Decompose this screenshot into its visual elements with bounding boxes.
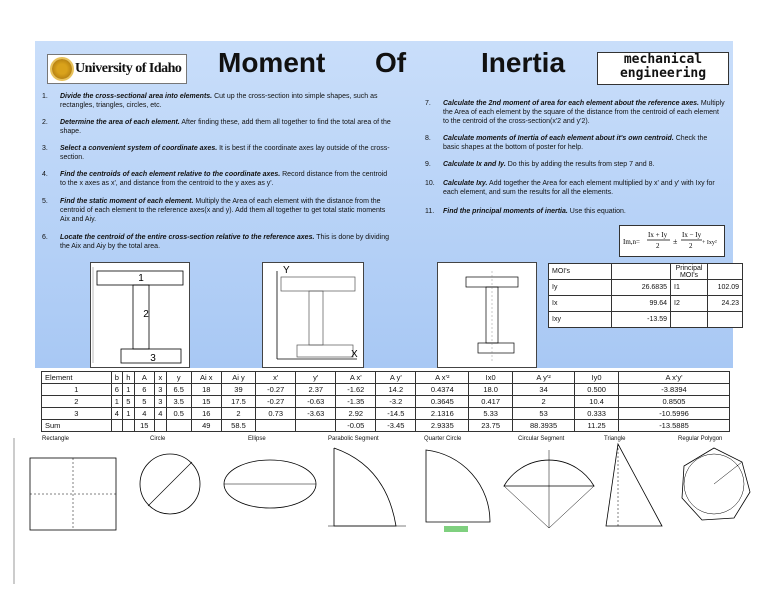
moi-key: Ixy [549,312,612,328]
step-item [42,233,392,251]
step-text: This is done by dividing the Aix and Aiy by the total area. [60,234,390,250]
table-cell: 3 [155,396,166,408]
principal-header: Principal MOI's [671,264,708,280]
column-header: x [155,372,166,384]
step-lead: Find the principal moments of inertia. [443,208,568,215]
table-cell: 6 [111,384,122,396]
moi-value: 26.6835 [612,280,671,296]
table-cell: 6.5 [166,384,191,396]
step-item [42,92,392,110]
table-cell: 0.73 [256,408,296,420]
table-cell: 4 [155,408,166,420]
table-cell: -10.5996 [619,408,730,420]
table-cell: -0.27 [256,384,296,396]
formula-a: Ix + Iy [648,231,668,239]
step-text: It is best if the coordinate axes lay outside of the cross-section. [60,145,390,161]
table-cell: 58.5 [221,420,256,432]
step-text: Cut up the cross-section into simple shapes, such as rectangles, triangles, circles, etc. [60,93,378,109]
table-cell: 1 [42,384,112,396]
table-cell: -0.27 [256,396,296,408]
table-cell: 2.92 [336,408,376,420]
table-cell [166,420,191,432]
table-cell: 88.3935 [513,420,575,432]
step-text: Use this equation. [567,208,626,215]
formula-d: 2 [689,242,693,250]
svg-text:±: ± [673,237,678,246]
principal-moment-formula [619,225,725,257]
table-cell: 0.417 [469,396,513,408]
composite-diagram-2 [262,262,364,368]
principal-key: I2 [671,296,708,312]
column-header: b [111,372,122,384]
step-lead: Locate the centroid of the entire cross-section relative to the reference axes. [60,234,315,241]
shape-label: Quarter Circle [424,436,462,442]
principal-key [671,312,708,328]
table-cell: 34 [513,384,575,396]
diagram-label-3: 3 [150,353,156,364]
step-item [425,179,725,197]
table-cell: -3.2 [376,396,416,408]
table-cell: 10.4 [575,396,619,408]
table-cell: -3.8394 [619,384,730,396]
step-item [42,118,392,136]
shape-label: Parabolic Segment [328,436,379,442]
table-cell: 18 [191,384,221,396]
table-cell: 3 [155,384,166,396]
table-cell: 17.5 [221,396,256,408]
table-cell: -1.35 [336,396,376,408]
table-cell: 1 [123,408,134,420]
table-cell: 11.25 [575,420,619,432]
table-cell [256,420,296,432]
table-cell: -14.5 [376,408,416,420]
principal-value: 102.09 [708,280,743,296]
shape-circle [126,436,212,584]
table-cell [123,420,134,432]
column-header: x' [256,372,296,384]
step-number: 3. [42,145,48,152]
table-cell: -3.45 [376,420,416,432]
step-item [42,170,392,188]
mechanical-engineering-logo [597,52,729,85]
table-cell: 2 [513,396,575,408]
table-cell: 18.0 [469,384,513,396]
column-header: A x' [336,372,376,384]
step-number: 1. [42,93,48,100]
table-cell [111,420,122,432]
step-lead: Select a convenient system of coordinate axes. [60,145,218,152]
column-header: A x'y' [619,372,730,384]
step-item [42,197,392,224]
composite-diagram-1 [90,262,190,368]
formula-lhs: Im,n= [623,238,640,246]
table-cell: 4 [134,408,155,420]
table-cell: 2 [221,408,256,420]
column-header: y' [296,372,336,384]
shape-parabolic-segment [326,436,410,584]
table-cell: 0.3645 [416,396,469,408]
column-header: Element [42,372,112,384]
shape-label: Triangle [604,436,626,442]
column-header: Ai x [191,372,221,384]
step-number: 10. [425,180,435,187]
table-cell: 0.8505 [619,396,730,408]
step-text: Check the basic shapes at the bottom of poster for help. [443,135,708,151]
step-text: Do this by adding the results from step 7 and 8. [505,161,655,168]
shape-rectangle [10,436,122,584]
column-header: h [123,372,134,384]
table-cell [296,420,336,432]
table-cell: -3.63 [296,408,336,420]
table-cell: 2.37 [296,384,336,396]
step-lead: Calculate Ixy. [443,180,488,187]
axis-label-y: Y [283,265,290,276]
table-cell: 1 [123,384,134,396]
column-header: A y'² [513,372,575,384]
step-text: After finding these, add them all together to find the total area of the shape. [60,119,391,135]
step-number: 2. [42,119,48,126]
table-cell: 2.1316 [416,408,469,420]
diagram-label-1: 1 [138,273,144,284]
shape-ellipse [218,436,322,584]
axis-label-x: X [351,349,358,360]
principal-value: 24.23 [708,296,743,312]
step-item [425,134,725,152]
column-header: y [166,372,191,384]
shape-label: Regular Polygon [678,436,723,442]
shape-triangle [598,436,668,584]
step-lead: Calculate moments of Inertia of each element about it's own centroid. [443,135,674,142]
step-text: Multiply the Area of each element by the square of the distance from the centroid of each element to the centroid of the cross-section(x'2 and y'2). [443,100,725,125]
table-cell: 5 [123,396,134,408]
table-cell: 53 [513,408,575,420]
column-header: Ix0 [469,372,513,384]
table-cell: 0.5 [166,408,191,420]
step-item [425,160,725,169]
table-cell: 39 [221,384,256,396]
table-cell: 2.9335 [416,420,469,432]
sun-icon [52,59,72,79]
table-cell: 0.500 [575,384,619,396]
step-number: 8. [425,135,431,142]
table-cell: 15 [134,420,155,432]
column-header: Ai y [221,372,256,384]
step-item [425,207,725,216]
shape-label: Circular Segment [518,436,565,442]
step-lead: Divide the cross-sectional area into elements. [60,93,213,100]
university-logo [47,54,187,84]
step-text: Record distance from the centroid to the x axes as x', and distance from the centroid to the y axes as y'. [60,171,388,187]
shape-label: Circle [150,436,166,442]
shape-label: Rectangle [42,436,70,442]
table-cell: 2 [42,396,112,408]
moi-value: -13.59 [612,312,671,328]
table-row [42,408,730,420]
table-row [42,384,730,396]
table-cell: Sum [42,420,112,432]
me-logo-line2: engineering [619,66,707,81]
moi-table [548,263,743,328]
principal-value [708,312,743,328]
moi-value: 99.64 [612,296,671,312]
step-text: Add together the Area for each element multiplied by x' and y' with Ixy for each element, and sum the results for all the elements. [443,180,715,196]
composite-diagram-3 [437,262,537,368]
step-number: 5. [42,198,48,205]
step-lead: Calculate Ix and Iy. [443,161,506,168]
column-header: Iy0 [575,372,619,384]
moi-key: Ix [549,296,612,312]
step-lead: Determine the area of each element. [60,119,180,126]
university-logo-text: University of Idaho [75,61,182,76]
step-item [425,99,725,126]
table-cell: 4 [111,408,122,420]
column-header: A x'² [416,372,469,384]
me-logo-line1: mechanical [623,52,703,67]
table-cell: -1.62 [336,384,376,396]
table-cell: 5 [134,396,155,408]
table-cell: 23.75 [469,420,513,432]
table-cell: 5.33 [469,408,513,420]
table-row [42,396,730,408]
table-cell: 0.4374 [416,384,469,396]
shape-quarter-circle [414,436,494,584]
moi-header: MOI's [549,264,612,280]
table-cell: 3 [42,408,112,420]
step-text: Multiply the Area of each element with the distance from the centroid of each element to the reference axes(x and y). Add them all together to get total static moments Aix and Aiy. [60,198,386,223]
table-cell: 0.333 [575,408,619,420]
table-header-row [42,372,730,384]
step-number: 7. [425,100,431,107]
step-number: 11. [425,208,435,215]
title-word-3: Inertia [481,47,566,78]
step-lead: Find the centroids of each element relative to the coordinate axes. [60,171,281,178]
step-lead: Calculate the 2nd moment of area for each element about the reference axes. [443,100,699,107]
shape-circular-segment [498,436,600,584]
step-number: 9. [425,161,431,168]
shape-label: Ellipse [248,436,266,442]
title-word-1: Moment [218,47,326,78]
table-cell: -0.05 [336,420,376,432]
title-word-2: Of [375,47,407,78]
table-cell [155,420,166,432]
shape-regular-polygon [672,436,756,584]
basic-shapes-strip [10,436,758,586]
step-number: 4. [42,171,48,178]
step-item [42,144,392,162]
step-number: 6. [42,234,48,241]
moi-key: Iy [549,280,612,296]
table-cell: 1 [111,396,122,408]
principal-key: I1 [671,280,708,296]
table-cell: 16 [191,408,221,420]
formula-c: Ix − Iy [682,231,702,239]
element-data-table [41,371,730,432]
column-header: A [134,372,155,384]
table-cell: 14.2 [376,384,416,396]
table-cell: -13.5885 [619,420,730,432]
formula-e: + Ixy² [702,240,717,246]
step-lead: Find the static moment of each element. [60,198,194,205]
table-cell: 3.5 [166,396,191,408]
table-cell: 49 [191,420,221,432]
formula-b: 2 [656,242,660,250]
diagram-label-2: 2 [143,309,149,320]
table-cell: 6 [134,384,155,396]
column-header: A y' [376,372,416,384]
table-row [42,420,730,432]
table-cell: -0.63 [296,396,336,408]
table-cell: 15 [191,396,221,408]
